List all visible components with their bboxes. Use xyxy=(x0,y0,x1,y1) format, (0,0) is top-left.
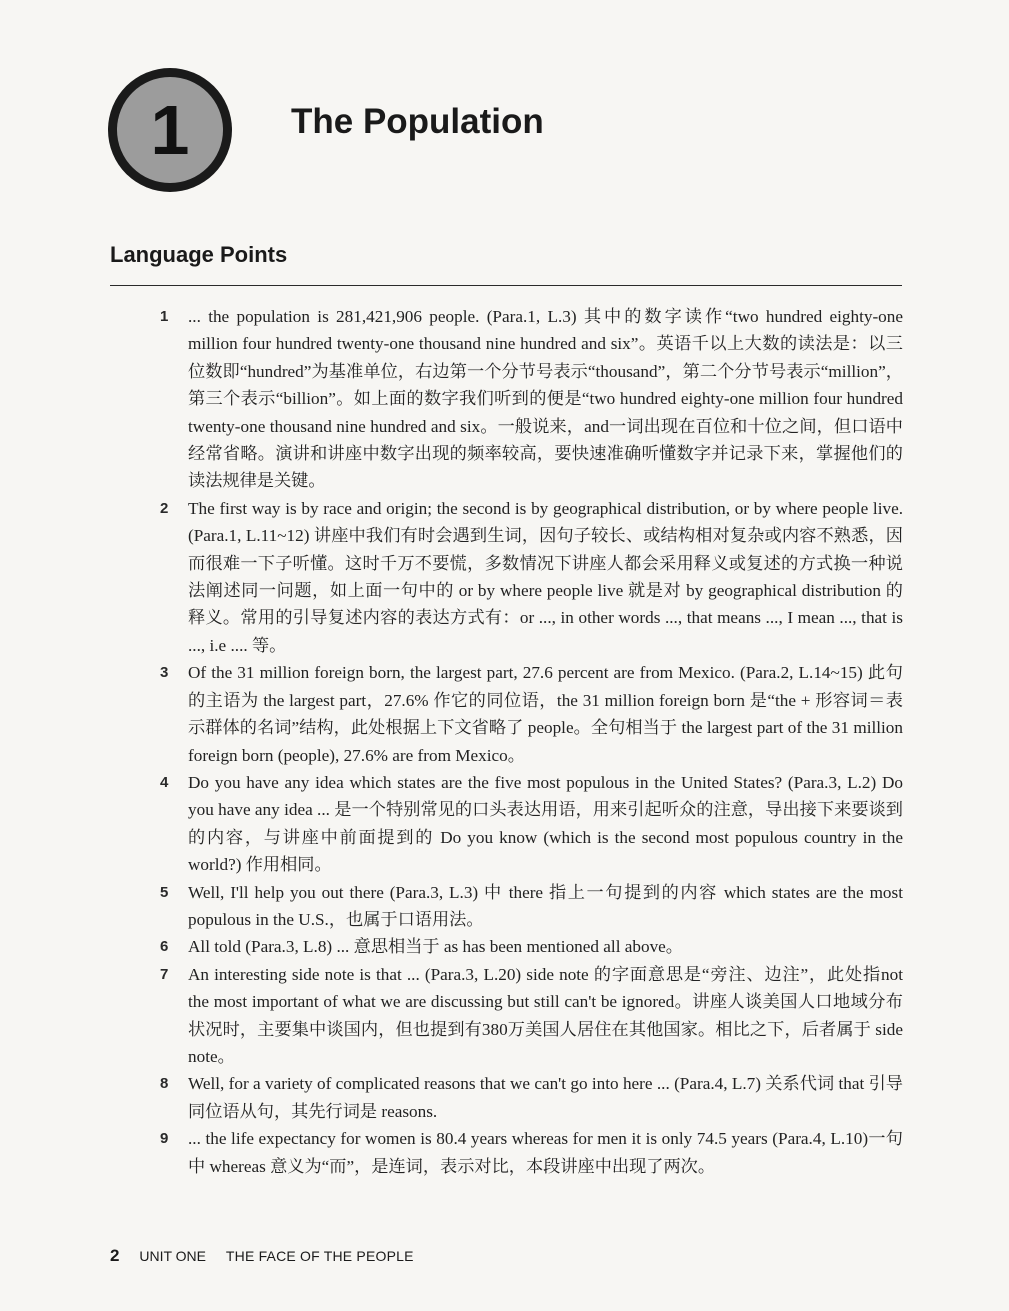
section-heading: Language Points xyxy=(110,242,288,267)
point-number: 7 xyxy=(160,965,169,983)
point-number: 2 xyxy=(160,499,169,517)
point-text: Well, I'll help you out there (Para.3, L.3) 中 there 指上一句提到的内容 which states are the most populous in the U.S.，也属于口语用法。 xyxy=(188,882,903,929)
section-divider xyxy=(110,285,902,286)
point-number: 6 xyxy=(160,938,169,956)
list-item xyxy=(160,933,903,960)
page-title: The Population xyxy=(291,102,544,141)
list-item xyxy=(160,495,903,659)
point-text: An interesting side note is that ... (Para.3, L.20) side note 的字面意思是“旁注、边注”，此处指not the most important of what we are discussing but still can't be ignored。讲座人谈美国人口地域分布状况时，主要集中谈国内，但也提到有380万美国人居住在其他国家。相比之下，后者属于 side note。 xyxy=(188,964,903,1066)
point-number: 4 xyxy=(160,773,169,791)
point-text: Do you have any idea which states are the five most populous in the United States? (Para.3, L.2) Do you have any idea ... 是一个特别常见的口头表达用语，用来引起听众的注意，导出接下来要谈到的内容，与讲座中前面提到的 Do you know (which is the second most populous country in the world?) 作用相同。 xyxy=(188,772,903,875)
list-item xyxy=(160,879,903,934)
list-item xyxy=(160,303,903,495)
point-text: ... the life expectancy for women is 80.4 years whereas for men it is only 74.5 years (Para.4, L.10)一句中 whereas 意义为“而”，是连词，表示对比，本段讲座中出现了两次。 xyxy=(188,1129,903,1176)
unit-number: 1 xyxy=(117,77,223,183)
point-text: Well, for a variety of complicated reasons that we can't go into here ... (Para.4, L.7) 关系代词 that 引导同位语从句，其先行词是 reasons. xyxy=(188,1074,903,1121)
page-footer xyxy=(110,1247,414,1264)
unit-label: UNIT ONE xyxy=(139,1248,206,1264)
point-number: 1 xyxy=(160,308,169,325)
list-item xyxy=(160,659,903,769)
book-title: THE FACE OF THE PEOPLE xyxy=(225,1248,414,1264)
list-item xyxy=(160,1070,903,1125)
point-text: All told (Para.3, L.8) ... 意思相当于 as has been mentioned all above。 xyxy=(188,937,683,957)
point-text: ... the population is 281,421,906 people. (Para.1, L.3) 其中的数字读作“two hundred eighty-one million four hundred twenty-one thousand nine hundred and six”。英语千以上大数的读法是：以三位数即“hundred”为基准单位，右边第一个分节号表示“thousand”，第二个分节号表示“million”，第三个表示“billion”。如上面的数字我们听到的便是“two hundred eighty-one million four hundred twenty-one thousand nine hundred and six。一般说来，and一词出现在百位和十位之间，但口语中经常省略。演讲和讲座中数字出现的频率较高，要快速准确听懂数字并记录下来，掌握他们的读法规律是关键。 xyxy=(188,307,903,491)
page-number: 2 xyxy=(110,1246,120,1265)
point-number: 3 xyxy=(160,664,169,682)
list-item xyxy=(160,769,903,879)
list-item xyxy=(160,961,903,1071)
list-item xyxy=(160,1125,903,1180)
point-number: 8 xyxy=(160,1075,169,1093)
point-text: Of the 31 million foreign born, the largest part, 27.6 percent are from Mexico. (Para.2, L.14~15) 此句的主语为 the largest part，27.6% 作它的同位语，the 31 million foreign born 是“the + 形容词＝表示群体的名词”结构，此处根据上下文省略了 people。全句相当于 the largest part of the 31 million foreign born (people), 27.6% are from Mexico。 xyxy=(188,663,903,765)
point-number: 5 xyxy=(160,883,169,901)
unit-number-badge xyxy=(108,68,232,192)
language-points-list xyxy=(160,303,903,1180)
point-text: The first way is by race and origin; the second is by geographical distribution, or by where people live. (Para.1, L.11~12) 讲座中我们有时会遇到生词，因句子较长、或结构相对复杂或内容不熟悉，因而很难一下子听懂。这时千万不要慌，多数情况下讲座人都会采用释义或复述的方式换一种说法阐述同一问题，如上面一句中的 or by where people live 就是对 by geographical distribution 的释义。常用的引导复述内容的表达方式有：or ..., in other words ..., that means ..., I mean ..., that is ..., i.e .... 等。 xyxy=(188,498,903,655)
point-number: 9 xyxy=(160,1130,169,1148)
